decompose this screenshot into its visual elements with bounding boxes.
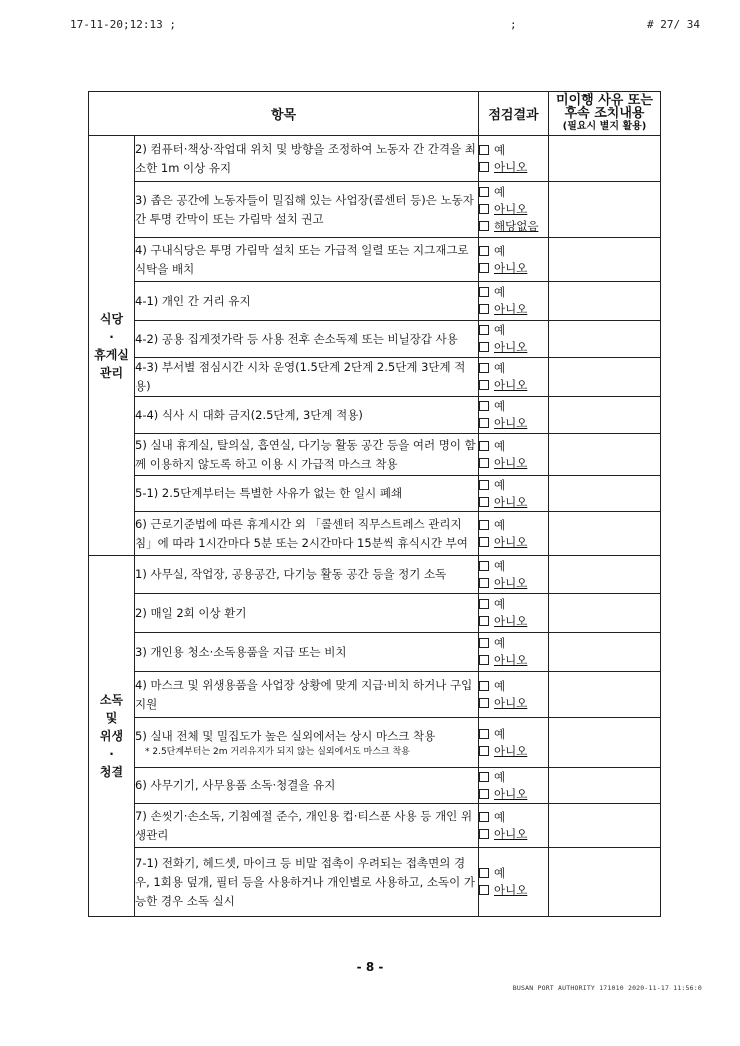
follow-up-cell[interactable] [549,476,661,512]
checkbox-icon[interactable] [479,616,489,626]
result-option[interactable] [479,865,548,882]
result-option[interactable] [479,596,548,613]
checkbox-icon[interactable] [479,772,489,782]
checkbox-icon[interactable] [479,380,489,390]
category-label: 및 [105,711,118,725]
check-result [479,633,549,672]
check-item [135,282,479,321]
checkbox-icon[interactable] [479,497,489,507]
follow-up-cell[interactable] [549,397,661,434]
result-option-label: 아니오 [494,455,528,470]
follow-up-cell[interactable] [549,238,661,282]
result-option-label: 예 [494,361,506,375]
checkbox-icon[interactable] [479,204,489,214]
check-item-text: 7-1) 전화기, 헤드셋, 마이크 등 비말 접촉이 우려되는 접촉면의 경우, 1회용 덮개, 필터 등을 사용하거나 개인별로 사용하고, 소독이 가능한 경우 소독 실시 [135,855,476,908]
follow-up-cell[interactable] [549,848,661,917]
table-row [89,321,661,358]
result-option-label: 예 [494,243,506,258]
check-result [479,768,549,804]
checkbox-icon[interactable] [479,187,489,197]
result-option[interactable] [479,575,548,592]
check-result [479,282,549,321]
follow-up-cell[interactable] [549,136,661,182]
header-follow-up: 미이행 사유 또는 후속 조치내용 (필요시 별지 활용) [549,92,661,136]
result-option[interactable] [479,534,548,551]
table-row [89,672,661,718]
checkbox-icon[interactable] [479,162,489,172]
check-item [135,633,479,672]
check-item [135,182,479,238]
result-option-label: 예 [494,769,506,784]
result-option-label: 아니오 [494,826,528,841]
checkbox-icon[interactable] [479,812,489,822]
checkbox-icon[interactable] [479,246,489,256]
category-label: 휴게실 [94,347,129,362]
check-item-text: 4-4) 식사 시 대화 금지(2.5단계, 3단계 적용) [135,407,363,422]
checkbox-icon[interactable] [479,401,489,411]
table-row [89,476,661,512]
fax-header-mid: ; [510,18,517,31]
result-option-label: 아니오 [494,575,528,590]
result-option-label: 아니오 [494,340,528,354]
result-option-label: 예 [494,323,506,337]
result-option[interactable] [479,726,548,743]
header-item: 항목 [89,92,479,136]
result-option[interactable] [479,517,548,534]
checkbox-icon[interactable] [479,868,489,878]
result-option-label: 예 [494,558,506,573]
check-item-text: 3) 좁은 공간에 노동자들이 밀집해 있는 사업장(콜센터 등)은 노동자 간 투명 칸막이 또는 가림막 설치 권고 [135,192,474,226]
table-row [89,397,661,434]
checkbox-icon[interactable] [479,829,489,839]
check-item [135,397,479,434]
result-option-label: 아니오 [494,378,528,392]
checkbox-icon[interactable] [479,304,489,314]
result-option[interactable] [479,477,548,494]
result-option[interactable] [479,360,548,377]
check-result [479,434,549,476]
check-item [135,512,479,556]
check-result [479,136,549,182]
result-option-label: 해당없음 [494,219,539,233]
check-item [135,476,479,512]
checkbox-icon[interactable] [479,638,489,648]
checkbox-icon[interactable] [479,681,489,691]
check-item [135,321,479,358]
result-option[interactable] [479,339,548,356]
checkbox-icon[interactable] [479,655,489,665]
check-result [479,672,549,718]
result-option[interactable] [479,184,548,201]
check-item [135,718,479,768]
checkbox-icon[interactable] [479,145,489,155]
checkbox-icon[interactable] [479,885,489,895]
result-option[interactable] [479,652,548,669]
result-option[interactable] [479,826,548,843]
follow-up-cell[interactable] [549,512,661,556]
check-item [135,594,479,633]
table-row [89,804,661,848]
check-item [135,136,479,182]
check-result [479,594,549,633]
check-item [135,358,479,397]
category-label: 관리 [99,365,124,380]
check-item [135,848,479,917]
check-item-text: 2) 매일 2회 이상 환기 [135,605,247,620]
result-option[interactable] [479,743,548,760]
result-option-label: 아니오 [494,653,528,667]
follow-up-cell[interactable] [549,282,661,321]
table-row [89,848,661,917]
check-item-text: 4) 마스크 및 위생용품을 사업장 상황에 맞게 지급·비치 하거나 구입 지원 [135,677,473,711]
check-result [479,476,549,512]
checkbox-icon[interactable] [479,520,489,530]
result-option-label: 아니오 [494,302,528,316]
result-option-label: 아니오 [494,743,528,758]
table-row [89,768,661,804]
result-option[interactable] [479,201,548,218]
checkbox-icon[interactable] [479,263,489,273]
result-option[interactable] [479,882,548,899]
table-row [89,594,661,633]
result-option[interactable] [479,322,548,339]
checkbox-icon[interactable] [479,441,489,451]
check-result [479,848,549,917]
result-option[interactable] [479,377,548,394]
table-row [89,238,661,282]
table-row [89,182,661,238]
check-item-text: 6) 근로기준법에 따른 휴게시간 외 「콜센터 직무스트레스 관리지침」에 따라 1시간마다 5분 또는 2시간마다 15분씩 휴식시간 부여 [135,516,468,550]
check-item [135,556,479,594]
table-row [89,136,661,182]
category-label: 청결 [99,765,124,779]
section-category [89,136,135,556]
result-option-label: 예 [494,866,506,880]
result-option[interactable] [479,695,548,712]
follow-up-cell[interactable] [549,182,661,238]
result-option-label: 예 [494,517,506,532]
table-row [89,282,661,321]
checkbox-icon[interactable] [479,698,489,708]
result-option-label: 예 [494,285,506,299]
checkbox-icon[interactable] [479,363,489,373]
checkbox-icon[interactable] [479,537,489,547]
check-result [479,512,549,556]
checkbox-icon[interactable] [479,789,489,799]
result-option[interactable] [479,243,548,260]
result-option-label: 예 [494,399,506,413]
result-option-label: 예 [494,678,506,693]
category-label: 소독 [99,693,124,707]
result-option-label: 예 [494,597,506,611]
follow-up-cell[interactable] [549,358,661,397]
check-item [135,434,479,476]
result-option[interactable] [479,678,548,695]
result-option[interactable] [479,218,548,235]
table-row [89,434,661,476]
result-option[interactable] [479,769,548,786]
result-option-label: 아니오 [494,159,528,174]
result-option-label: 예 [494,809,506,824]
result-option-label: 예 [494,185,506,199]
result-option[interactable] [479,284,548,301]
section-category [89,556,135,917]
result-option[interactable] [479,635,548,652]
result-option-label: 아니오 [494,494,528,509]
result-option-label: 예 [494,142,506,157]
check-item-text: 4-2) 공용 집게젓가락 등 사용 전후 손소독제 또는 비닐장갑 사용 [135,331,458,346]
category-label: 위생 [99,729,124,743]
follow-up-cell[interactable] [549,804,661,848]
check-item [135,672,479,718]
checklist-table [88,91,661,917]
check-result [479,321,549,358]
result-option[interactable] [479,398,548,415]
result-option-label: 아니오 [494,883,528,897]
result-option[interactable] [479,455,548,472]
result-option-label: 예 [494,438,506,453]
check-item-text: 5) 실내 전체 및 밀집도가 높은 실외에서는 상시 마스크 착용 [135,728,436,743]
category-label: · [109,747,114,761]
check-item [135,804,479,848]
result-option-label: 아니오 [494,786,528,801]
check-item-text: 4-1) 개인 간 거리 유지 [135,293,251,308]
check-item [135,768,479,804]
result-option[interactable] [479,558,548,575]
result-option[interactable] [479,415,548,432]
result-option[interactable] [479,613,548,630]
table-row [89,556,661,594]
footer-stamp: BUSAN PORT AUTHORITY 171010 2020-11-17 11:56:0 [512,984,702,992]
result-option-label: 예 [494,726,506,741]
fax-header [70,18,700,34]
follow-up-cell[interactable] [549,718,661,768]
check-item-text: 6) 사무기기, 사무용품 소독·청결을 유지 [135,778,336,792]
result-option-label: 아니오 [494,695,528,710]
check-item-text: 2) 컴퓨터·책상·작업대 위치 및 방향을 조정하여 노동자 간 간격을 최소한 1m 이상 유지 [135,141,476,175]
result-option[interactable] [479,438,548,455]
result-option-label: 아니오 [494,202,528,216]
category-label: 식당 [99,311,124,326]
category-label: · [109,329,114,344]
table-row [89,633,661,672]
fax-header-page: # 27/ 34 [647,18,700,31]
follow-up-cell[interactable] [549,672,661,718]
check-item-text: 7) 손씻기·손소독, 기침예절 준수, 개인용 컵·티스푼 사용 등 개인 위생관리 [135,808,473,842]
check-result [479,718,549,768]
checkbox-icon[interactable] [479,342,489,352]
result-option-label: 아니오 [494,614,528,628]
checkbox-icon[interactable] [479,418,489,428]
page-number: - 8 - [356,960,384,974]
checkbox-icon[interactable] [479,746,489,756]
follow-up-cell[interactable] [549,594,661,633]
result-option[interactable] [479,786,548,803]
check-result [479,182,549,238]
result-option-label: 예 [494,636,506,650]
table-row [89,718,661,768]
result-option[interactable] [479,301,548,318]
check-result [479,397,549,434]
table-header-row [89,92,661,136]
checkbox-icon[interactable] [479,599,489,609]
result-option-label: 예 [494,477,506,492]
follow-up-cell[interactable] [549,556,661,594]
table-row [89,358,661,397]
check-item-text: 1) 사무실, 작업장, 공용공간, 다기능 활동 공간 등을 정기 소독 [135,567,447,581]
result-option-label: 아니오 [494,534,528,549]
check-result [479,804,549,848]
result-option[interactable] [479,159,548,176]
check-item-text: 4-3) 부서별 점심시간 시차 운영(1.5단계 2단계 2.5단계 3단계 적용) [135,360,466,393]
checkbox-icon[interactable] [479,480,489,490]
result-option-label: 아니오 [494,416,528,430]
follow-up-cell[interactable] [549,434,661,476]
checkbox-icon[interactable] [479,561,489,571]
checkbox-icon[interactable] [479,578,489,588]
checkbox-icon[interactable] [479,458,489,468]
follow-up-cell[interactable] [549,321,661,358]
result-option-label: 아니오 [494,260,528,275]
check-item-text: 5) 실내 휴게실, 탈의실, 흡연실, 다기능 활동 공간 등을 여러 명이 함께 이용하지 않도록 하고 이용 시 가급적 마스크 착용 [135,437,476,471]
table-row [89,512,661,556]
checkbox-icon[interactable] [479,221,489,231]
fax-header-left: 17-11-20;12:13 ; [70,18,176,31]
checkbox-icon[interactable] [479,729,489,739]
check-result [479,238,549,282]
result-option[interactable] [479,809,548,826]
check-item-text: 5-1) 2.5단계부터는 특별한 사유가 없는 한 일시 폐쇄 [135,486,403,500]
follow-up-cell[interactable] [549,633,661,672]
check-result [479,556,549,594]
check-item-note: * 2.5단계부터는 2m 거리유지가 되지 않는 실외에서도 마스크 착용 [145,746,410,757]
check-item [135,238,479,282]
header-result: 점검결과 [479,92,549,136]
result-option[interactable] [479,260,548,277]
check-item-text: 4) 구내식당은 투명 가림막 설치 또는 가급적 일렬 또는 지그재그로 식탁을 배치 [135,242,469,276]
follow-up-cell[interactable] [549,768,661,804]
check-result [479,358,549,397]
check-item-text: 3) 개인용 청소·소독용품을 지급 또는 비치 [135,644,347,659]
checkbox-icon[interactable] [479,287,489,297]
result-option[interactable] [479,142,548,159]
result-option[interactable] [479,494,548,511]
checkbox-icon[interactable] [479,325,489,335]
